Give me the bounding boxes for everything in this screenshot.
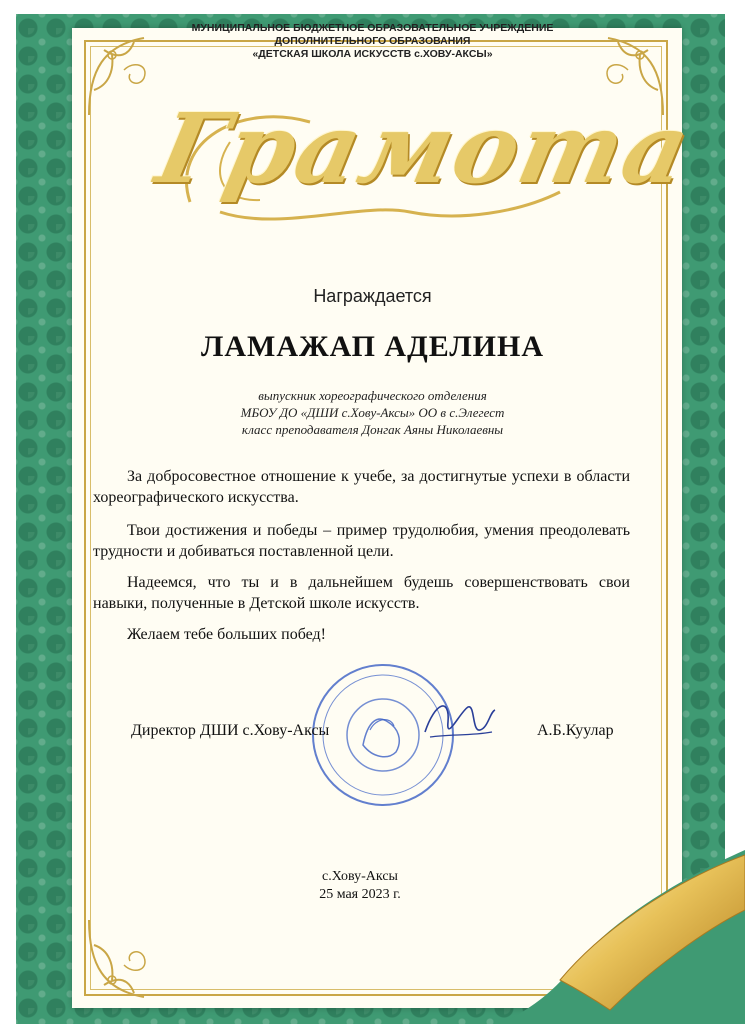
awarded-label: Награждается (313, 286, 432, 306)
scan-margin-left (0, 0, 16, 1024)
corner-ornament-icon (84, 915, 174, 1005)
body-paragraph: За добросовестное отношение к учебе, за достигнутые успехи в области хореографического искусства. (93, 468, 630, 506)
page-curl-icon (500, 850, 745, 1024)
date-text: 25 мая 2023 г. (319, 887, 401, 902)
recipient-name: ЛАМАЖАП АДЕЛИНА (200, 330, 545, 363)
recipient-detail: выпускник хореографического отделения (258, 388, 487, 403)
recipient-detail: класс преподавателя Донгак Аяны Николаевны (241, 422, 504, 437)
director-signature (420, 692, 500, 752)
place-text: с.Хову-Аксы (322, 869, 398, 884)
body-paragraph: Надеемся, что ты и в дальнейшем будешь совершенствовать свои навыки, полученные в Детской школе искусств. (93, 574, 630, 612)
scan-margin-top (0, 0, 745, 14)
body-paragraph: Твои достижения и победы – пример трудолюбия, умения преодолевать трудности и добиваться поставленной цели. (93, 522, 630, 560)
recipient-detail: МБОУ ДО «ДШИ с.Хову-Аксы» ОО в с.Элегест (240, 405, 505, 420)
header-line: «ДЕТСКАЯ ШКОЛА ИСКУССТВ с.ХОВУ-АКСЫ» (252, 48, 493, 60)
certificate-title (147, 82, 701, 242)
institution-header (150, 22, 595, 61)
header-line: МУНИЦИПАЛЬНОЕ БЮДЖЕТНОЕ ОБРАЗОВАТЕЛЬНОЕ УЧРЕЖДЕНИЕ (191, 22, 554, 34)
signer-name: А.Б.Куулар (537, 722, 614, 739)
body-paragraph: Желаем тебе больших побед! (127, 626, 327, 643)
header-line: ДОПОЛНИТЕЛЬНОГО ОБРАЗОВАНИЯ (274, 35, 471, 47)
title-text: Грамота (147, 92, 701, 205)
director-title: Директор ДШИ с.Хову-Аксы (131, 722, 330, 739)
